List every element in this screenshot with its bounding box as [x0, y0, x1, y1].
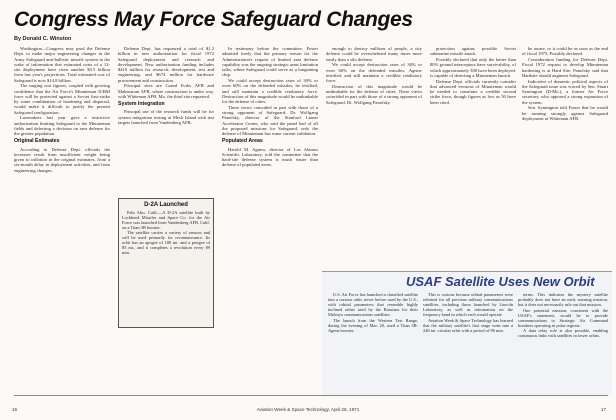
sidebar-column-1: [328, 292, 418, 392]
article-column-1: [14, 46, 110, 390]
paragraph: Washington—Congress may prod the Defense Dept. to make major engineering changes in the Army Safeguard anti-ballistic missile system in the wake of information that estimated costs of a 12-site deployment have risen another $3.5 billion from last year's projections. Total estimated cost of Safeguard is now $14.8 billion.: [14, 46, 110, 83]
paragraph: U.S. Air Force has launched a classified satellite into a curious orbit, never before used by the U.S., with orbital parameters that resemble highly inclined orbits used by the Russians for their Molniya communications satellites.: [328, 292, 418, 317]
sidebar-article: [322, 271, 612, 395]
paragraph: Principal use of the research funds will be for system integration testing at Meck Island with test targets launched from Vandenberg AFB.: [118, 109, 214, 125]
paragraph: A data relay role is also possible, enabling continuous links with satellites in lower orbits.: [518, 328, 608, 338]
paragraph: We could accept destruction rates of 30% or even 60% on the defended missiles, he testified, and still maintain a credible retaliatory force. Destruction of this magnitude would be unthinkable for the defense of cities.: [222, 78, 318, 104]
paragraph: Harold M. Agnew, director of Los Alamos Scientific Laboratory, told the committee that the hard-site defense system is much easier than defense of populated areas.: [222, 146, 318, 168]
paragraph: In testimony before the committee, Foster admitted freely that the primary reason for the Administration's request of limited area defense capability was the ongoing strategic arms limitation talks, where Safeguard could serve as a bargaining chip.: [222, 46, 318, 78]
paragraph: These views coincided in part with those of a strong opponent of Safeguard, Dr. Wolfgang Panofsky, director of the Stanford Linear Accelerator Center, who said the panel had of all the proposed missions for Safeguard, only the defense of Minuteman has some current validation.: [222, 104, 318, 136]
paragraph: be aware, or it could be as soon as the end of fiscal 1975, Possibly declared.: [522, 46, 608, 57]
paragraph: terms. This indicates the mystery satellite probably does not have an early warning mission, but it does not necessarily rule out that mission.: [518, 292, 608, 307]
publication-line: Aviation Week & Space Technology, April 26, 1971: [256, 407, 360, 412]
paragraph: Consideration funding for Defense Dept. Fiscal 1972 request to develop Minuteman hardening is at Hard Site; Panofsky said that Hardsite should augment Safeguard.: [522, 57, 608, 78]
paragraph: One potential mission, consistent with the USAF's statement, would be to provide communications to Strategic Air Command bombers operating in polar regions.: [518, 307, 608, 328]
paragraph: The surging cost figures, coupled with growing confidence that the Air Force's Minuteman ICBM force will be protected against a Soviet first-strike by some combination of hardening and dispersal, would make it difficult to justify the present Safeguard configuration.: [14, 83, 110, 115]
page-number-left: 16: [12, 407, 18, 412]
paragraph: The launch from the Western Test Range, during the evening of Mar. 20, used a Titan 3B-Agena booster.: [328, 317, 418, 333]
sidebar-column-2: [423, 292, 513, 392]
article-byline: By Donald C. Winston: [14, 36, 72, 42]
paragraph: This is curious because orbital parameters were released for all previous military communications satellites, including those launched by Lincoln Laboratory, as well as information on the frequency band in which each would operate.: [423, 292, 513, 317]
box-text: [122, 210, 210, 255]
paragraph: We could accept destruction rates of 30% or even 60% on the defended missiles, Agnew testified, and still maintain a credible retaliatory force.: [326, 62, 422, 83]
page-footer: [0, 398, 616, 420]
paragraph: The satellite carries a variety of sensors and will be used primarily for reconnaissance. Its orbit has an apogee of 180 mi. and a perigee of 85 mi., and it completes a revolution every 89 min.: [122, 230, 210, 255]
paragraph: Aviation Week & Space Technology has learned that the military satellite's first stage went into a 248 mi. circular orbit with a period of 96 min.: [423, 317, 513, 333]
sidebar-title: USAF Satellite Uses New Orbit: [406, 274, 595, 289]
article-column-4: [326, 46, 422, 270]
paragraph: Indicative of domestic political aspects of the Safeguard issue was voiced by Sen. Stuart Symington (D-Mo.), a former Air Force secretary, who opposed a strong expansion of the system.: [522, 78, 608, 105]
news-brief-box: [118, 198, 214, 328]
paragraph: protection against possible Soviet submarine missile attack.: [430, 46, 516, 57]
paragraph: Possibly declared that only the better than 80% ground interceptors have survivability, of which approximately 300 have been deployed, is capable of detecting a Minuteman launch.: [430, 57, 516, 78]
paragraph: Destruction of this magnitude would be unthinkable for the defense of cities. These views coincided in part with those of a strong opponent of Safeguard, Dr. Wolfgang Panofsky.: [326, 83, 422, 105]
paragraph: According to Defense Dept. officials the increases result from insufficient weight being given to inflation in the original estimates, from a six-month delay in deployment activities, and from engineering changes.: [14, 146, 110, 173]
subheading: Original Estimates: [14, 138, 60, 145]
page-number-right: 17: [600, 407, 606, 412]
paragraph: Palo Alto, Calif.—A D-2A satellite built by Lockheed Missiles and Space Co. for the Air Force was launched from Vandenberg AFB, Calif. on a Titan 3B booster.: [122, 210, 210, 230]
article-column-3: [222, 46, 318, 390]
paragraph: Defense Dept. has requested a total of $1.2 billion in new authorization for fiscal 1972 Safeguard deployment and research and development. New authorization funding includes $410 million for research, development, test and engineering, and $674 million for hardware procurement and construction.: [118, 46, 214, 83]
subheading: Populated Areas: [222, 138, 263, 145]
article-headline: Congress May Force Safeguard Changes: [14, 8, 413, 31]
paragraph: enough to destroy millions of people, a city defense could be overwhelmed many times more easily than a silo defense.: [326, 46, 422, 62]
paragraph: Defense Dept. officials currently consider that advanced versions of Minuteman would be needed to constitute a credible second strike force, though figures as low as 50 have been cited.: [430, 78, 516, 105]
article-column-5: [430, 46, 516, 270]
article-column-6: [522, 46, 608, 270]
paragraph: Sen. Symington told Foster that he would be running strongly against Safeguard deployment at Whiteman AFB.: [522, 105, 608, 121]
paragraph: Principal sites are Grand Forks AFB and Malmstrom AFB, where construction is under way, with Whiteman AFB, Mo. the third site requested.: [118, 83, 214, 99]
subheading: System Integration: [118, 101, 165, 107]
footer-rule: [14, 395, 608, 396]
paragraph: Lawmakers last year gave a restrictive authorization limiting Safeguard to the Minuteman fields and deferring a decision on area defense for the greater population.: [14, 115, 110, 136]
sidebar-column-3: [518, 292, 608, 392]
box-title: D-2A Launched: [144, 202, 188, 208]
